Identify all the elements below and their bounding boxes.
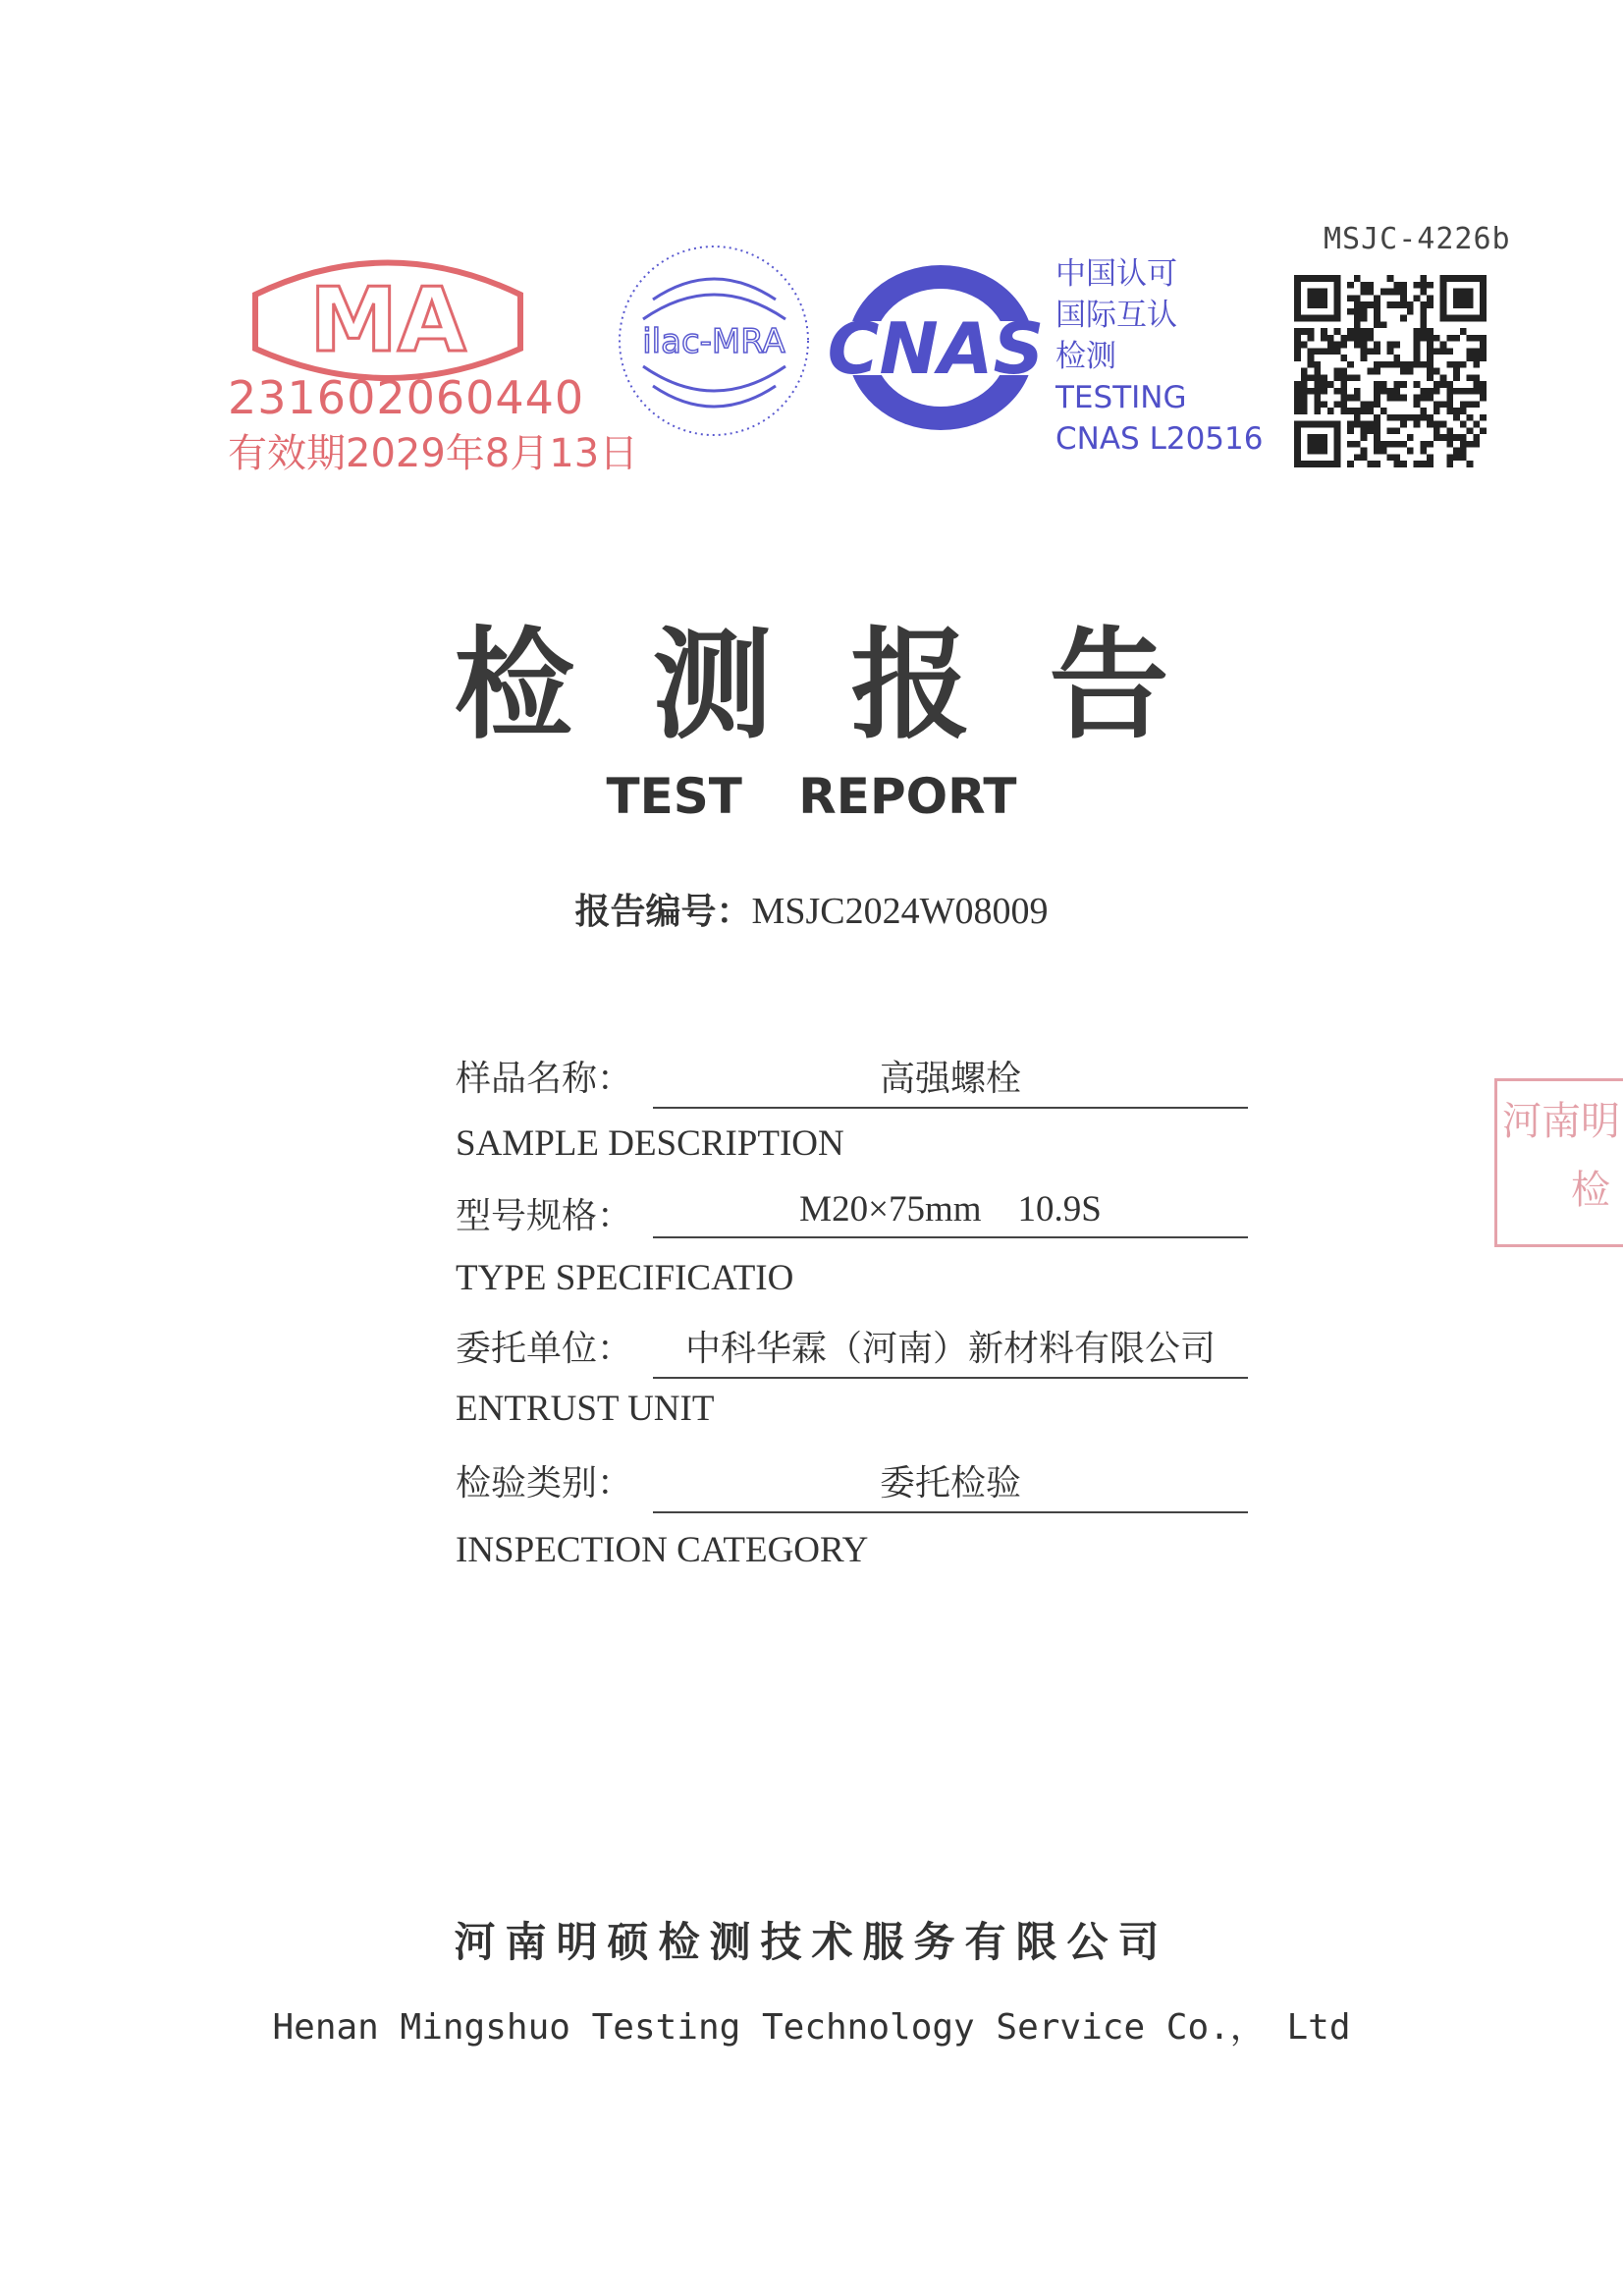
category-value: 委托检验 (653, 1455, 1248, 1513)
ilac-mra-seal (614, 241, 815, 442)
report-number (0, 884, 1623, 934)
cnas-line: TESTING (1055, 380, 1187, 415)
cnas-line: 中国认可 (1055, 256, 1177, 292)
document-code: MSJC-4226b (1324, 222, 1511, 256)
client-label: 委托单位： (456, 1329, 633, 1369)
cnas-line: 检测 (1055, 339, 1116, 374)
qr-code[interactable] (1294, 275, 1487, 467)
report-number-label: 报告编号： (574, 892, 752, 932)
report-number-value: MSJC2024W08009 (751, 891, 1049, 932)
cma-validity: 有效期2029年8月13日 (228, 431, 639, 476)
cma-number: 231602060440 (228, 371, 585, 424)
type-value: M20×75mm 10.9S (653, 1188, 1248, 1238)
client-value: 中科华霖（河南）新材料有限公司 (653, 1321, 1248, 1379)
company-name-cn: 河南明硕检测技术服务有限公司 (454, 1918, 1169, 1966)
cnas-logo-text: CNAS (827, 307, 1045, 390)
cnas-line: CNAS L20516 (1055, 421, 1264, 457)
ilac-seal-text: ilac-MRA (642, 322, 785, 361)
company-name-en: Henan Mingshuo Testing Technology Service Co.， Ltd (272, 2007, 1351, 2048)
cnas-line: 国际互认 (1055, 298, 1177, 333)
cma-logo-text: MA (309, 269, 466, 372)
partial-seal-text: 河南明 (1502, 1099, 1620, 1144)
cnas-logo (823, 257, 1049, 439)
category-label-en: INSPECTION CATEGORY (456, 1530, 869, 1570)
sample-label-en: SAMPLE DESCRIPTION (456, 1123, 844, 1164)
category-label: 检验类别： (456, 1463, 633, 1503)
type-label: 型号规格： (456, 1196, 633, 1236)
report-title-en: TEST REPORT (606, 768, 1017, 825)
cnas-accreditation-info (1055, 253, 1263, 460)
sample-value: 高强螺栓 (653, 1051, 1248, 1109)
type-label-en: TYPE SPECIFICATIO (456, 1258, 794, 1298)
partial-seal-text: 检 (1571, 1168, 1610, 1213)
report-title-cn: 检测报告 (454, 614, 1248, 755)
sample-label: 样品名称： (456, 1059, 633, 1099)
client-label-en: ENTRUST UNIT (456, 1389, 715, 1429)
